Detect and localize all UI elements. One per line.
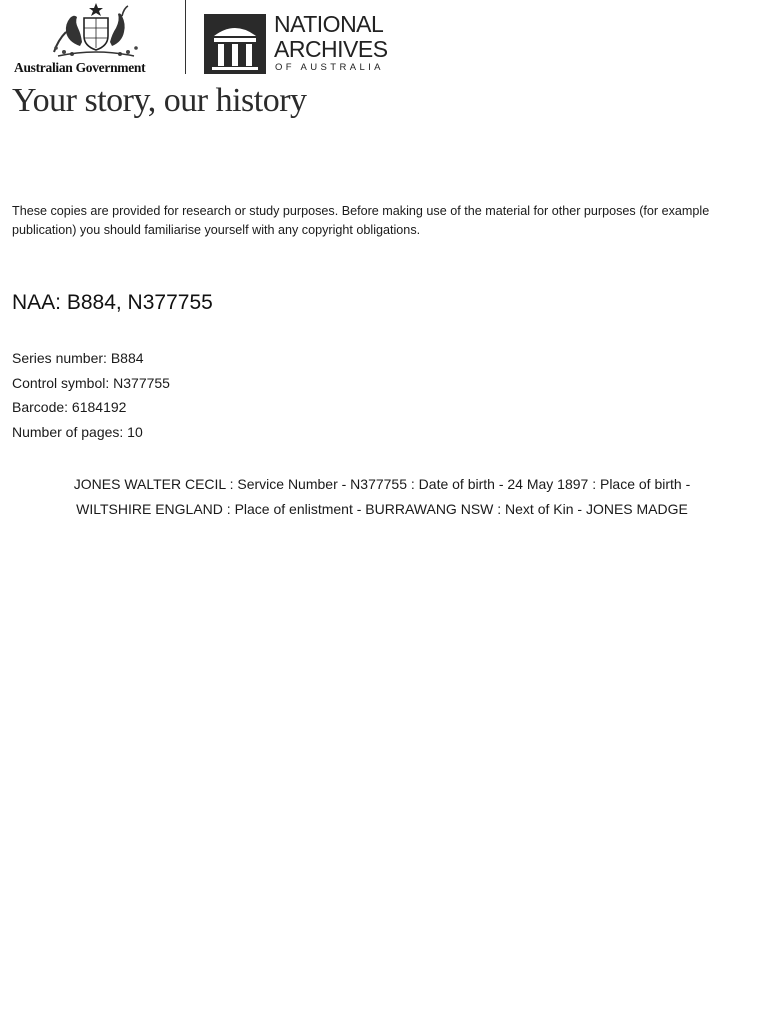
- page-header: [12, 0, 412, 78]
- description-line1: JONES WALTER CECIL : Service Number - N377755 : Date of birth - 24 May 1897 : Place of birth -: [73, 476, 691, 492]
- barcode: Barcode: 6184192: [12, 399, 127, 415]
- archives-name-line1: NATIONAL: [274, 11, 384, 37]
- tagline: Your story, our history: [12, 82, 307, 119]
- description-line2: WILTSHIRE ENGLAND : Place of enlistment - BURRAWANG NSW : Next of Kin - JONES MADGE: [76, 501, 688, 517]
- archives-building-icon: [204, 14, 266, 74]
- government-label: Australian Government: [14, 60, 146, 75]
- control-symbol: Control symbol: N377755: [12, 374, 170, 391]
- record-description: [12, 472, 752, 522]
- record-title: NAA: B884, N377755: [12, 291, 213, 314]
- archives-name-line3: OF AUSTRALIA: [275, 62, 384, 73]
- record-metadata: [12, 346, 170, 444]
- coat-of-arms-icon: [50, 2, 142, 58]
- number-of-pages: Number of pages: 10: [12, 423, 143, 440]
- header-divider: [185, 0, 186, 74]
- series-number: Series number: B884: [12, 350, 144, 366]
- archives-name-line2: ARCHIVES: [274, 36, 388, 62]
- copyright-notice: These copies are provided for research or study purposes. Before making use of the material for other purposes (for example publication) you should familiarise yourself with any copyright obligations.: [12, 204, 710, 237]
